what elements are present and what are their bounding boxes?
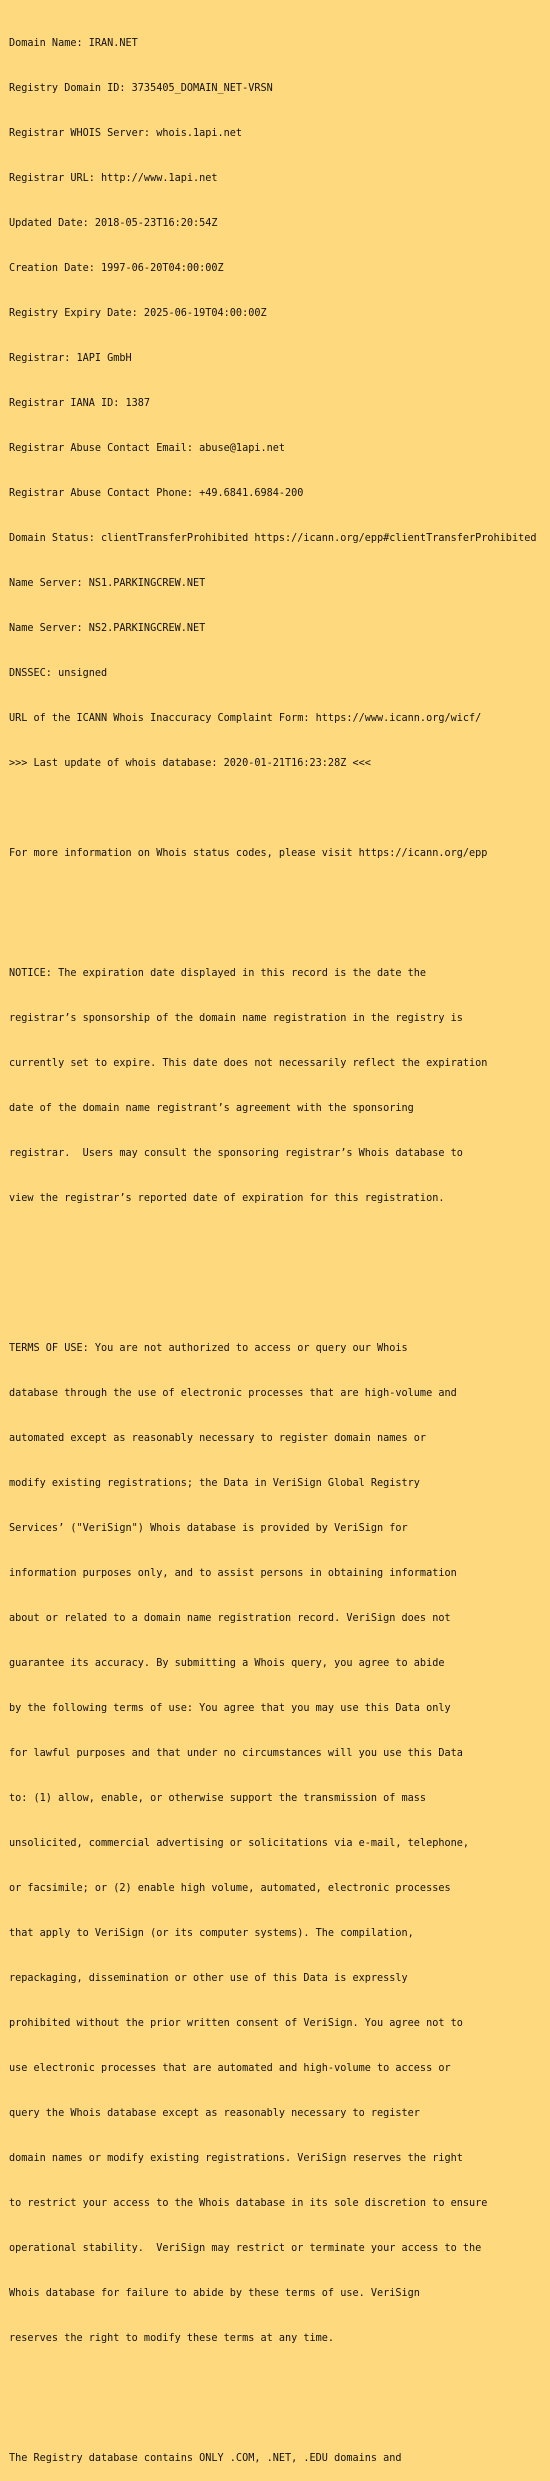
domain-name: Domain Name: IRAN.NET bbox=[9, 38, 138, 49]
terms-line: prohibited without the prior written consent of VeriSign. You agree not to bbox=[9, 2018, 463, 2029]
terms-line: repackaging, dissemination or other use of this Data is expressly bbox=[9, 1973, 408, 1984]
whois-record bbox=[9, 6, 549, 2481]
terms-line: unsolicited, commercial advertising or solicitations via e-mail, telephone, bbox=[9, 1838, 470, 1849]
creation-date: Creation Date: 1997-06-20T04:00:00Z bbox=[9, 263, 224, 274]
terms-line: modify existing registrations; the Data in VeriSign Global Registry bbox=[9, 1478, 420, 1489]
registrar-whois-server: Registrar WHOIS Server: whois.1api.net bbox=[9, 128, 243, 139]
name-server-2: Name Server: NS2.PARKINGCREW.NET bbox=[9, 623, 206, 634]
terms-line: operational stability. VeriSign may restrict or terminate your access to the bbox=[9, 2243, 482, 2254]
terms-block bbox=[9, 1311, 549, 2376]
spacer bbox=[9, 891, 549, 906]
terms-line: information purposes only, and to assist persons in obtaining information bbox=[9, 1568, 457, 1579]
terms-line: by the following terms of use: You agree that you may use this Data only bbox=[9, 1703, 451, 1714]
terms-line: automated except as reasonably necessary to register domain names or bbox=[9, 1433, 427, 1444]
notice-line: currently set to expire. This date does not necessarily reflect the expiration bbox=[9, 1058, 488, 1069]
registry-domain-id: Registry Domain ID: 3735405_DOMAIN_NET-VRSN bbox=[9, 83, 273, 94]
registry-expiry-date: Registry Expiry Date: 2025-06-19T04:00:00Z bbox=[9, 308, 267, 319]
registrar-abuse-email: Registrar Abuse Contact Email: abuse@1api.net bbox=[9, 443, 286, 454]
last-update: >>> Last update of whois database: 2020-01-21T16:23:28Z <<< bbox=[9, 758, 371, 769]
terms-line: to restrict your access to the Whois database in its sole discretion to ensure bbox=[9, 2198, 488, 2209]
notice-line: date of the domain name registrant’s agreement with the sponsoring bbox=[9, 1103, 414, 1114]
terms-line: to: (1) allow, enable, or otherwise support the transmission of mass bbox=[9, 1793, 427, 1804]
registrar-abuse-phone: Registrar Abuse Contact Phone: +49.6841.6984-200 bbox=[9, 488, 304, 499]
spacer bbox=[9, 1266, 549, 1281]
terms-line: domain names or modify existing registrations. VeriSign reserves the right bbox=[9, 2153, 463, 2164]
terms-line: that apply to VeriSign (or its computer systems). The compilation, bbox=[9, 1928, 414, 1939]
notice-line: registrar. Users may consult the sponsoring registrar’s Whois database to bbox=[9, 1148, 463, 1159]
terms-line: about or related to a domain name registration record. VeriSign does not bbox=[9, 1613, 451, 1624]
registrar-url: Registrar URL: http://www.1api.net bbox=[9, 173, 218, 184]
terms-line: TERMS OF USE: You are not authorized to access or query our Whois bbox=[9, 1343, 408, 1354]
notice-line: registrar’s sponsorship of the domain name registration in the registry is bbox=[9, 1013, 463, 1024]
dnssec: DNSSEC: unsigned bbox=[9, 668, 108, 679]
status-info: For more information on Whois status codes, please visit https://icann.org/epp bbox=[9, 848, 488, 859]
terms-line: reserves the right to modify these terms at any time. bbox=[9, 2333, 335, 2344]
spacer bbox=[9, 2406, 549, 2421]
notice-line: view the registrar’s reported date of expiration for this registration. bbox=[9, 1193, 445, 1204]
notice-line: NOTICE: The expiration date displayed in this record is the date the bbox=[9, 968, 427, 979]
updated-date: Updated Date: 2018-05-23T16:20:54Z bbox=[9, 218, 218, 229]
terms-line: Services’ ("VeriSign") Whois database is provided by VeriSign for bbox=[9, 1523, 408, 1534]
registry-note: The Registry database contains ONLY .COM, .NET, .EDU domains and bbox=[9, 2453, 402, 2464]
terms-line: guarantee its accuracy. By submitting a Whois query, you agree to abide bbox=[9, 1658, 445, 1669]
registrar: Registrar: 1API GmbH bbox=[9, 353, 132, 364]
terms-line: database through the use of electronic processes that are high-volume and bbox=[9, 1388, 457, 1399]
name-server-1: Name Server: NS1.PARKINGCREW.NET bbox=[9, 578, 206, 589]
notice-block bbox=[9, 936, 549, 1236]
terms-line: use electronic processes that are automated and high-volume to access or bbox=[9, 2063, 451, 2074]
terms-line: for lawful purposes and that under no circumstances will you use this Data bbox=[9, 1748, 463, 1759]
spacer bbox=[9, 801, 549, 816]
terms-line: query the Whois database except as reasonably necessary to register bbox=[9, 2108, 420, 2119]
domain-status: Domain Status: clientTransferProhibited https://icann.org/epp#clientTransferProhibited bbox=[9, 533, 537, 544]
registrar-iana-id: Registrar IANA ID: 1387 bbox=[9, 398, 151, 409]
terms-line: Whois database for failure to abide by these terms of use. VeriSign bbox=[9, 2288, 420, 2299]
icann-complaint-url: URL of the ICANN Whois Inaccuracy Complaint Form: https://www.icann.org/wicf/ bbox=[9, 713, 482, 724]
terms-line: or facsimile; or (2) enable high volume, automated, electronic processes bbox=[9, 1883, 451, 1894]
